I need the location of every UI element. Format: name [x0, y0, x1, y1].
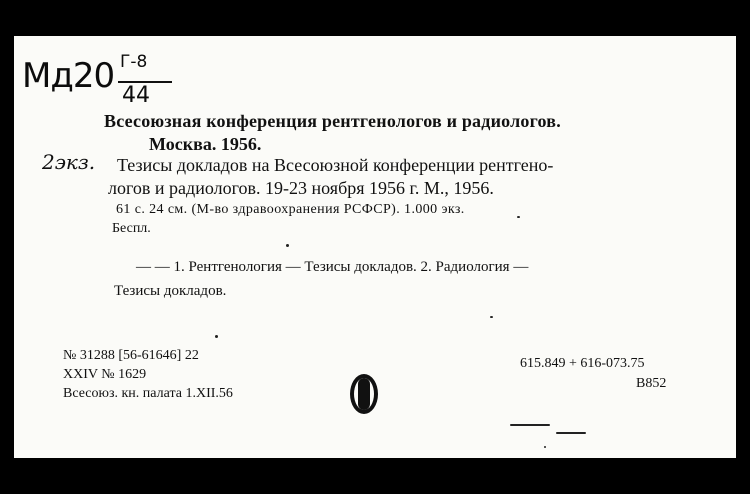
scan-border-left	[0, 0, 14, 494]
scan-speck	[286, 244, 289, 247]
author-heading: Всесоюзная конференция рентгенологов и радиологов.	[104, 111, 561, 131]
place-year: Москва. 1956.	[149, 134, 262, 154]
subject-headings-line-2: Тезисы докладов.	[114, 283, 227, 299]
shelfmark-denominator: 44	[122, 83, 150, 108]
udc-classification: 615.849 + 616-073.75	[520, 356, 645, 371]
shelfmark: Мд20	[22, 56, 115, 96]
cutter-number: В852	[636, 376, 667, 391]
library-stamp-mark	[358, 378, 370, 410]
scan-speck	[517, 216, 520, 218]
title-line-2: логов и радиологов. 19-23 ноября 1956 г. М., 1956.	[108, 178, 494, 198]
scan-speck	[510, 424, 550, 426]
catalog-card-right-edge	[714, 36, 736, 458]
scan-speck	[556, 432, 586, 434]
price-note: Беспл.	[112, 221, 151, 236]
scan-speck	[544, 446, 546, 448]
scan-speck	[490, 316, 493, 318]
registry-number: № 31288 [56-61646] 22	[63, 348, 199, 363]
shelfmark-superscript: Г-8	[120, 52, 148, 72]
registry-chamber: Всесоюз. кн. палата 1.XII.56	[63, 386, 233, 401]
scan-speck	[215, 335, 218, 338]
title-line-1: Тезисы докладов на Всесоюзной конференции рентгено-	[117, 155, 554, 175]
registry-volume: XXIV № 1629	[63, 367, 147, 382]
handwritten-copies-mark: 2экз.	[42, 150, 96, 174]
physical-description: 61 с. 24 см. (М-во здравоохранения РСФСР). 1.000 экз.	[116, 202, 465, 217]
scan-border-bottom	[0, 458, 750, 494]
subject-headings-line-1: — — 1. Рентгенология — Тезисы докладов. 2. Радиология —	[136, 259, 529, 275]
